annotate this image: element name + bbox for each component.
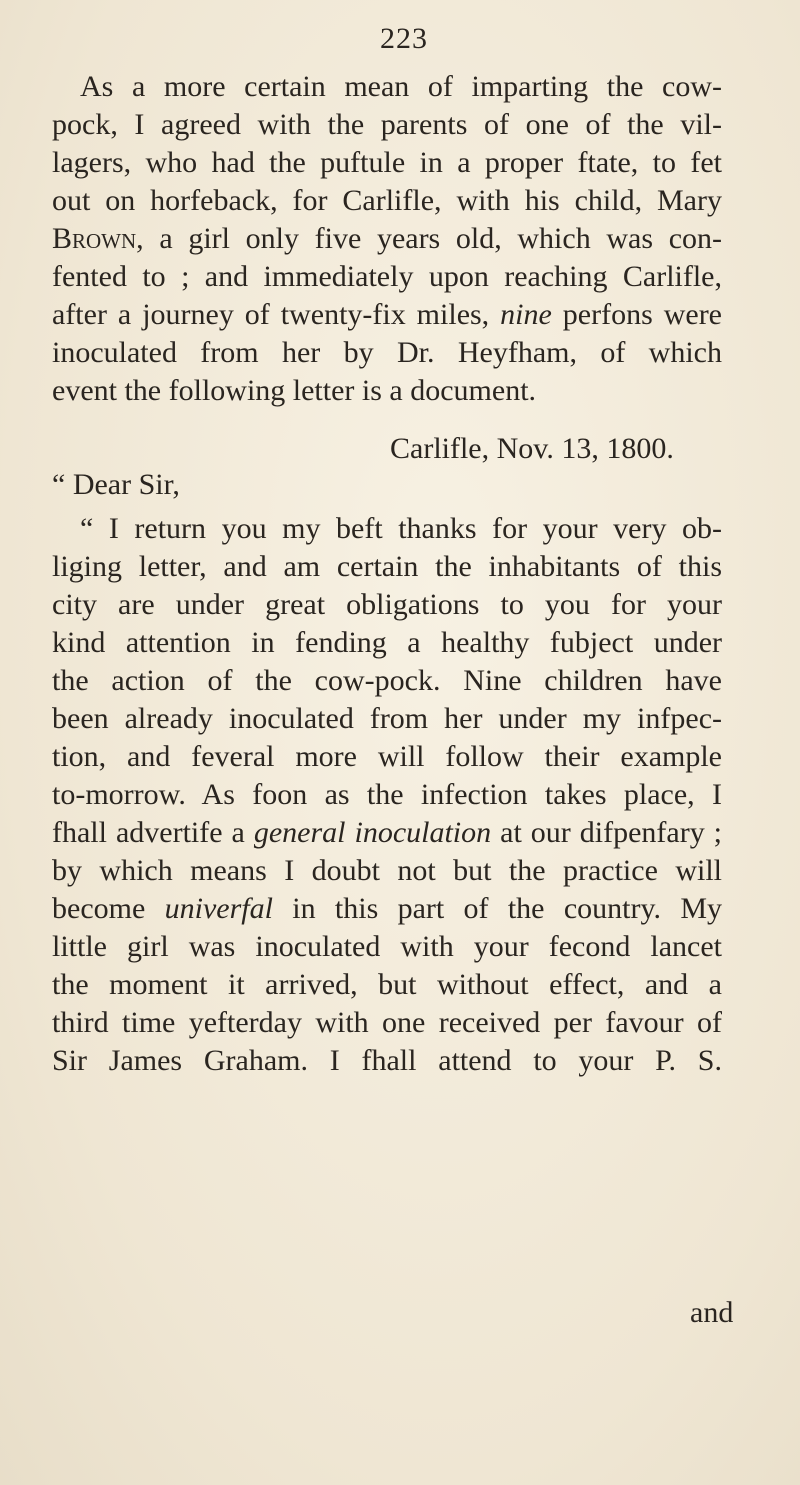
text-line: event the following letter is a document. bbox=[52, 374, 537, 407]
text-line: little girl was inoculated with your fecond lancet bbox=[52, 930, 722, 963]
text-line: to-morrow. As foon as the infection takes place, I bbox=[52, 778, 722, 811]
text-line: been already inoculated from her under my infpec- bbox=[52, 702, 722, 735]
text-line: liging letter, and am certain the inhabitants of this bbox=[52, 550, 722, 583]
text-line: after a journey of twenty-fix miles, nine perfons were bbox=[52, 298, 722, 331]
text-line: “ I return you my beft thanks for your very ob- bbox=[80, 512, 722, 545]
text-line: kind attention in fending a healthy fubject under bbox=[52, 626, 722, 659]
text-line: Sir James Graham. I fhall attend to your P. S. bbox=[52, 1044, 722, 1077]
text-line: As a more certain mean of imparting the cow- bbox=[80, 70, 722, 103]
text-line: the action of the cow-pock. Nine children have bbox=[52, 664, 722, 697]
text-line: lagers, who had the puftule in a proper ftate, to fet bbox=[52, 146, 722, 179]
text-line: inoculated from her by Dr. Heyfham, of which bbox=[52, 336, 722, 369]
text-line: the moment it arrived, but without effect, and a bbox=[52, 968, 722, 1001]
text-line: city are under great obligations to you for your bbox=[52, 588, 722, 621]
text-line: pock, I agreed with the parents of one of the vil- bbox=[52, 108, 722, 141]
text-line: fhall advertife a general inoculation at our difpenfary ; bbox=[52, 816, 723, 849]
text-line: out on horfeback, for Carlifle, with his child, Mary bbox=[52, 184, 722, 217]
text-line: Brown, a girl only five years old, which was con- bbox=[52, 222, 722, 255]
text-line: third time yefterday with one received per favour of bbox=[52, 1006, 722, 1039]
letter-salutation: “ Dear Sir, bbox=[52, 468, 180, 501]
page-number: 223 bbox=[380, 22, 428, 55]
text-line: tion, and feveral more will follow their example bbox=[52, 740, 722, 773]
text-line: fented to ; and immediately upon reaching Carlifle, bbox=[52, 260, 722, 293]
letter-dateline: Carlifle, Nov. 13, 1800. bbox=[390, 432, 674, 465]
text-line: become univerfal in this part of the country. My bbox=[52, 892, 723, 925]
catchword: and bbox=[690, 1296, 734, 1329]
text-line: by which means I doubt not but the practice will bbox=[52, 854, 722, 887]
letter-body bbox=[52, 510, 722, 1080]
paragraph-intro bbox=[52, 68, 722, 410]
